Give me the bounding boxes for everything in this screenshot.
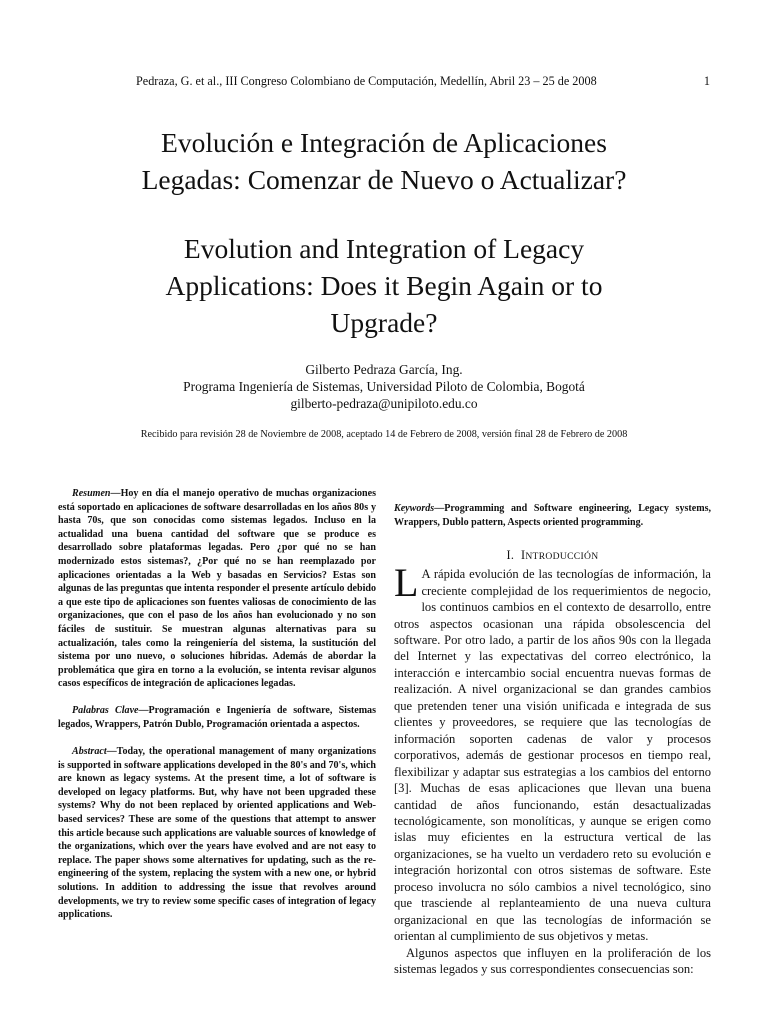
introduction-body	[394, 560, 711, 977]
keywords-text: —Programming and Software engineering, Legacy systems, Wrappers, Dublo pattern, Aspects oriented programming.	[394, 503, 711, 528]
section-number: I.	[506, 548, 515, 563]
intro-paragraph-1	[394, 560, 711, 944]
title-english-line-3: Upgrade?	[330, 307, 438, 338]
title-english-line-1: Evolution and Integration of Legacy	[183, 233, 585, 264]
title-spanish-line-1: Evolución e Integración de Aplicaciones	[161, 127, 607, 158]
palabras-clave-paragraph	[58, 704, 376, 731]
author-name: Gilberto Pedraza García, Ing.	[305, 362, 463, 377]
author-block	[60, 361, 708, 412]
intro-paragraph-1-text: A rápida evolución de las tecnologías de información, la creciente complejidad de los requerimientos de negocio, los continuos cambios en el contexto de desarrollo, entre otros aspectos ocasionan una rápida obsolescencia del software. Por otro lado, a partir de los años 90s con la llegada del Internet y las expectativas del correo electrónico, la interacción e intercambio social encuentra nuevas formas de realización. A nivel organizacional se dan grandes cambios que pretenden tener una visión unificada e integrada de sus clientes y proveedores, se requiere que las tecnologías de información soporten cadenas de valor y procesos corporativos, además de gestionar procesos en tiempo real, flexibilizar y adaptar sus estrategias a los cambios del entorno [3]. Muchas de esas aplicaciones que llevan una buena cantidad de años funcionando, están desactualizadas tecnológicamente, son monolíticas, y aunque se erigen como islas muy eficientes en la estructura vertical de las organizaciones, se ha vuelto un verdadero reto su evolución e integración horizontal con otros sistemas de software. Este proceso involucra no sólo cambios a nivel tecnológico, sino que trasciende al replanteamiento de una nueva cultura organizacional en que las tecnologías de información se orientan al cumplimiento de sus objetivos y metas.	[394, 567, 711, 944]
abstract-label: Abstract	[72, 746, 107, 758]
title-spanish-line-2: Legadas: Comenzar de Nuevo o Actualizar?	[141, 164, 627, 195]
palabras-clave-label: Palabras Clave	[72, 705, 139, 717]
section-heading-introduccion	[394, 547, 711, 565]
abstract-text: —Today, the operational management of many organizations is supported in software applications developed in the 80's and 70's, which are known as legacy systems. At the present time, a lot of software is developed on legacy platforms. But, why have not been upgraded these systems? Why do not been replaced by oriented applications and Web-based services? These are some of the questions that attempt to answer this article because such applications are valuable sources of knowledge of the organizations, which over the years have evolved and are not easy to replace. The paper shows some alternatives for updating, such as the re-engineering of the system, replacing the system with a new one, or hybrid solutions. In addition to addressing the issue that revolves around developments, we try to review some specific cases of integration of legacy applications.	[58, 746, 376, 921]
running-header-text: Pedraza, G. et al., III Congreso Colombiano de Computación, Medellín, Abril 23 – 25 de 2008	[136, 74, 597, 88]
page-number: 1	[703, 74, 710, 88]
author-email: gilberto-pedraza@unipiloto.edu.co	[290, 396, 478, 411]
keywords-label: Keywords	[394, 503, 435, 514]
palabras-clave-text: —Programación e Ingeniería de software, Sistemas legados, Wrappers, Patrón Dublo, Programación orientada a aspectos.	[58, 705, 376, 730]
intro-paragraph-2: Algunos aspectos que influyen en la proliferación de los sistemas legados y sus correspondientes consecuencias son:	[394, 945, 711, 977]
right-column	[394, 502, 711, 978]
title-english-line-2: Applications: Does it Begin Again or to	[165, 270, 603, 301]
drop-cap: L	[394, 560, 419, 606]
title-english	[60, 230, 708, 341]
received-dates: Recibido para revisión 28 de Noviembre de 2008, aceptado 14 de Febrero de 2008, versión final 28 de Febrero de 2008	[140, 429, 628, 440]
section-title-initial: I	[520, 548, 526, 563]
author-affiliation: Programa Ingeniería de Sistemas, Universidad Piloto de Colombia, Bogotá	[183, 379, 585, 394]
resumen-text: —Hoy en día el manejo operativo de muchas organizaciones está soportado en aplicaciones de software desarrolladas en los años 80s y hasta 70s, que son conocidas como sistemas legados. Incluso en la actualidad una buena cantidad del software que se produce es desarrollado sobre plataformas legadas. Pero ¿por qué no se han modernizado estos sistemas?, ¿Por qué no se han reemplazado por aplicaciones orientadas a la Web y basadas en Servicios? Estas son algunas de las preguntas que intenta responder el presente artículo debido a que este tipo de aplicaciones son fuentes valiosas de conocimiento de las organizaciones, que con el paso de los años han evolucionado y no son fáciles de sustituir. Se muestran algunas alternativas para su actualización, tales como la reingeniería del sistema, la sustitución del sistema por uno nuevo, o soluciones híbridas. Además de abordar la problemática que gira en torno a la evolución, se intenta revisar algunos casos específicos de integración de aplicaciones legadas.	[58, 488, 376, 690]
keywords-paragraph	[394, 502, 711, 529]
resumen-paragraph	[58, 487, 376, 691]
title-spanish	[60, 124, 708, 198]
left-column	[58, 487, 376, 922]
abstract-paragraph	[58, 745, 376, 922]
section-title-rest: NTRODUCCIÓN	[525, 551, 599, 563]
resumen-label: Resumen	[72, 488, 111, 499]
